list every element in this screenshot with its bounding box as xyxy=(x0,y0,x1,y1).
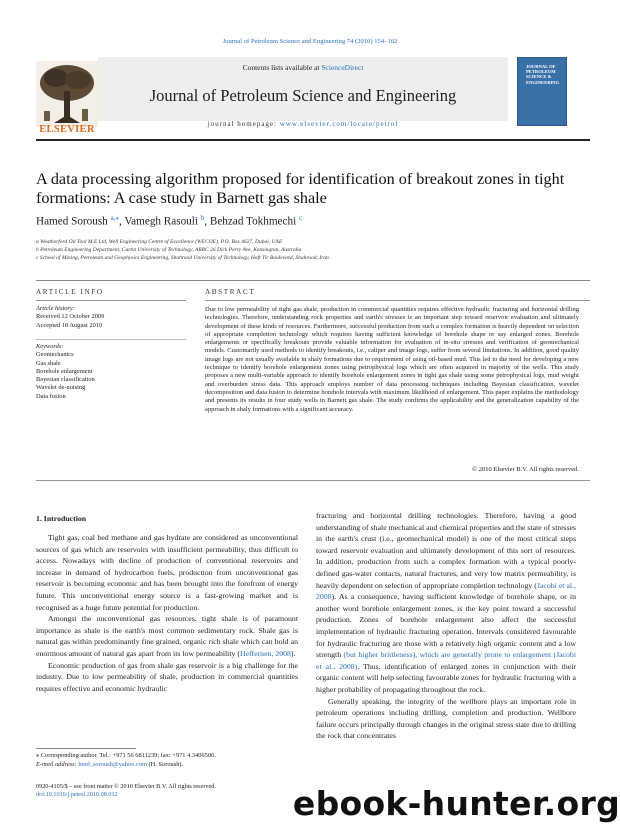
article-info-heading: ARTICLE INFO xyxy=(36,288,104,296)
journal-cover-thumbnail[interactable] xyxy=(517,57,567,126)
corresponding-author: ⁎ Corresponding author. Tel.: +971 56 6811239; fax: +971 4 3406506. xyxy=(36,752,216,759)
citation-link[interactable]: (but higher brittleness), which are generally prone to enlargement (Jacobi et al., 2008) xyxy=(316,650,576,671)
corresponding-author-footnote xyxy=(36,752,298,769)
body-column-right xyxy=(316,510,576,742)
author-name[interactable]: Vamegh Rasouli xyxy=(124,215,198,228)
affiliation: c School of Mining, Petroleum and Geophysics Engineering, Shahrood University of Technology, Haft Tir Boulevard, Shahrood, Iran xyxy=(36,255,329,262)
author-superscript[interactable]: a,⁎ xyxy=(110,214,119,222)
email-suffix: (H. Soroush). xyxy=(146,760,184,768)
paragraph-text: ). xyxy=(290,648,296,658)
abstract-copyright: © 2010 Elsevier B.V. All rights reserved. xyxy=(472,466,579,473)
keyword: Gas shale xyxy=(36,359,61,367)
journal-name: Journal of Petroleum Science and Engineering xyxy=(149,86,457,105)
author-superscript[interactable]: c xyxy=(298,214,303,222)
keywords-rule xyxy=(36,339,186,340)
abstract-heading: ABSTRACT xyxy=(205,288,256,296)
issn-line: 0920-4105/$ – see front matter © 2010 Elsevier B.V. All rights reserved. xyxy=(36,783,216,790)
keyword: Bayesian classification xyxy=(36,376,95,384)
paragraph-text: ). As a consequence, having sufficient knowledge of borehole shape, or in another word borehole enlargement zones, is the key point toward a successful production. Zones of borehole enlargement also affect the successful implementation of hydraulic fracturing operation. Intervals considered favourable for hydraulic fracturing are those with a relatively high organic content and a low strength xyxy=(316,592,576,660)
body-column-left xyxy=(36,532,298,694)
homepage-link[interactable]: www.elsevier.com/locate/petrol xyxy=(279,120,399,128)
article-title: A data processing algorithm proposed for identification of breakout zones in tight formations: A case study in Barnett gas shale xyxy=(36,170,565,207)
keywords-block xyxy=(36,343,186,401)
abstract-rule xyxy=(205,300,590,301)
keywords-label: Keywords: xyxy=(36,343,64,350)
keyword: Borehole enlargement xyxy=(36,367,93,375)
paragraph-text: fracturing and horizontal drilling technologies. Therefore, having a good understanding of shale mechanical and chemical properties and the state of stresses in the earth's crust (i.e., geomechanical model) is one of the most critical steps toward reservoir evaluation and ultimately development of this sort of resources. In addition, production from such a complex formation with a typical poorly-defined gas-water contacts, natural fractures, and very low matrix permeability, is heavily dependent on selection of appropriate completion technology ( xyxy=(316,511,576,590)
article-history xyxy=(36,305,186,330)
keyword: Data fusion xyxy=(36,392,66,400)
affiliation: a Weatherford Oil Tool M.E Ltd, Well Engineering Centre of Excellence (WECOE), P.O. Box 4627, Dubai, UAE xyxy=(36,239,283,245)
abstract-text: Due to low permeability of tight gas shale, production in commercial quantities requires effective hydraulic fracturing and horizontal drilling technologies. Therefore, understanding rock properties and earth's stresses is an important step toward reservoir evaluation and ultimately development of these kinds of resources. Furthermore, successful production from such a complex formation is heavily dependent on selection of appropriate completion technology which requires having sufficient knowledge of borehole shape or say enlarged zones. Borehole enlargements or specifically breakouts provide valuable information for evaluation of in-situ stresses and verification of geomechanical models. Customarily used methods to identify breakouts, i.e., caliper and image logs, suffer from several limitations. In addition, good quality image logs are not usually available in shaly formations due to requirement of using oil-based mud. This led to the need for developing a new technique to identify borehole enlargement zones using petrophysical logs which are often acquired in majority of the wells. This study proposes a new multi-variable approach to identify borehole enlargement zones in tight gas shale using some petrophysical logs, mud weight and overburden stress data. This approach employs number of data processing techniques including Bayesian classification, wavelet decomposition and data fusion to determine borehole intervals with maximum likelihood of enlargement. This paper explains the methodology and presents its results in four study wells in Barnett gas shale. The study confirms the applicability and the generalization capability of the approach in shaly formations with a significant accuracy. xyxy=(205,306,579,413)
email-label: E-mail address: xyxy=(36,760,79,768)
citation-link[interactable]: Jacobi et al., 2008 xyxy=(316,580,576,602)
journal-citation[interactable]: Journal of Petroleum Science and Engineering 74 (2010) 154–162 xyxy=(222,38,398,45)
contents-prefix: Contents lists available at xyxy=(242,63,322,72)
keyword: Geomechanics xyxy=(36,351,74,359)
contents-line xyxy=(98,63,508,72)
affiliation: b Petroleum Engineering Department, Curtin University of Technology, ARRC 26 Dick Perry Ave, Kensington, Australia xyxy=(36,247,302,254)
author-name[interactable]: Behzad Tokhmechi xyxy=(209,215,297,228)
article-info-rule xyxy=(36,300,186,301)
elsevier-tree-logo xyxy=(36,57,98,131)
accepted-date: Accepted 18 August 2010 xyxy=(36,321,103,329)
author-list: Hamed Soroush $^{a,⁎}$, Vamegh Rasouli $^b$, Behzad Tokhmechi $^c$ xyxy=(36,214,303,228)
author-superscript[interactable]: b xyxy=(200,214,205,222)
received-date: Received 12 October 2009 xyxy=(36,313,105,321)
introduction-heading: 1. Introduction xyxy=(36,514,87,523)
sciencedirect-link[interactable]: ScienceDirect xyxy=(321,63,364,72)
header-divider xyxy=(36,139,590,141)
body-paragraph xyxy=(316,510,576,696)
homepage-prefix: journal homepage: xyxy=(207,120,280,128)
email-link[interactable]: hmd_soroush@yahoo.com xyxy=(78,760,147,768)
title-divider xyxy=(36,280,590,281)
watermark: ebook-hunter.org xyxy=(292,784,620,823)
body-paragraph: Generally speaking, the integrity of the wellbore plays an important role in petroleum operations including drilling, completion and production. Wellbore failure occurs principally through changes in the original stress state due to drilling the rock that concentrates xyxy=(316,696,576,741)
abstract-bottom-rule xyxy=(36,480,590,481)
paragraph-text: Amongst the unconventional gas resources, tight shale is of paramount importance as shale is the earth's most common sedimentary rock. Shale gas is natural gas within predominantly fine grained, organic rich shale which can hold an enormous amount of natural gas apart from its low permeability ( xyxy=(36,614,298,658)
affiliations xyxy=(36,238,596,263)
footnote-rule xyxy=(36,748,136,749)
body-paragraph: Tight gas, coal bed methane and gas hydrate are considered as unconventional sources of gas which are reservoirs with insufficient permeability, thus difficult to access. Nowadays with decline of production of conventional reservoirs and increase in demand of hydrocarbon fuels, production from unconventional gas reservoir is becoming economic and has been brought into the forefront of energy future. This unconventional energy source is a fast-growing market and is recognised as a huge future potential for production. xyxy=(36,533,298,612)
body-paragraph xyxy=(36,613,298,659)
journal-homepage xyxy=(98,120,508,128)
history-label: Article history: xyxy=(36,305,75,312)
paragraph-text: . Thus, identification of enlarged zones in conjunction with their organic content will help selecting favourable zones for hydraulic fracturing with a higher probability of propagating throughout the rock. xyxy=(316,661,577,694)
doi-link[interactable]: doi:10.1016/j.petrol.2010.08.012 xyxy=(36,791,118,799)
keyword: Wavelet de-noising xyxy=(36,384,86,392)
body-paragraph: Economic production of gas from shale gas reservoir is a big challenge for the industry. Due to low permeability of shale, production in commercial quantities requires effective and economic hydraulic xyxy=(36,660,298,693)
email-line xyxy=(36,761,298,770)
elsevier-wordmark: ELSEVIER xyxy=(39,124,95,135)
cover-title: JOURNAL OF PETROLEUM SCIENCE & ENGINEERING xyxy=(526,64,560,85)
author-name[interactable]: Hamed Soroush xyxy=(36,215,108,228)
citation-link[interactable]: Heffernen, 2008 xyxy=(239,648,291,658)
